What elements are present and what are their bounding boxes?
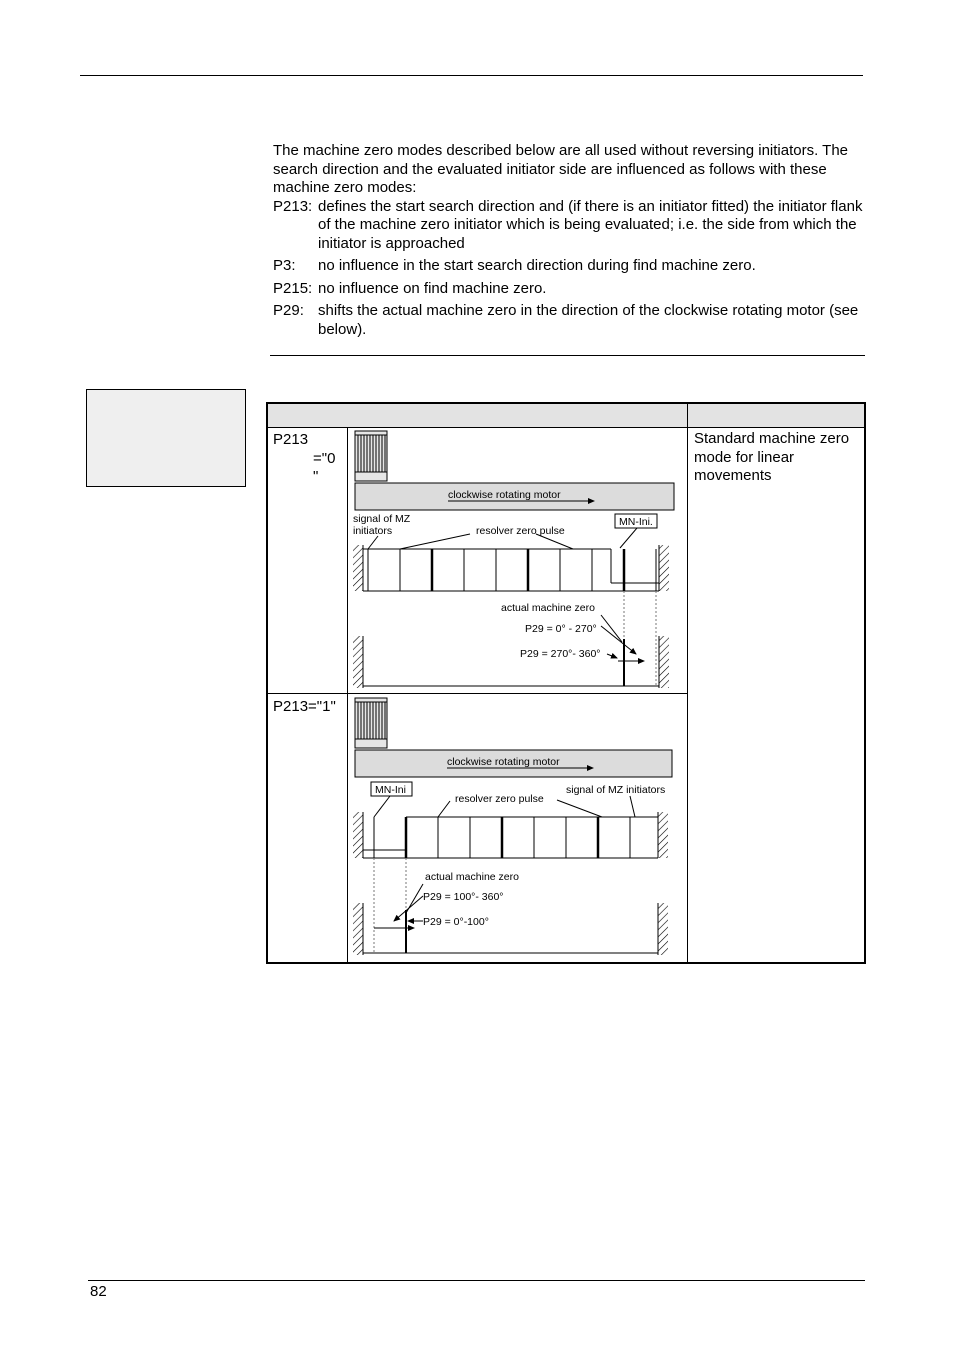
mode-label-row2: [273, 698, 336, 717]
mode-table: [266, 402, 866, 964]
ini-label: MN-Ini: [375, 784, 406, 796]
mode-line: ": [313, 468, 319, 485]
def-p3: [273, 257, 865, 276]
def-term: P215:: [273, 279, 313, 297]
diagram-mode-0: [348, 428, 687, 693]
motor-label: clockwise rotating motor: [447, 756, 560, 768]
mode-line: ="0: [313, 449, 336, 467]
def-p215: [273, 280, 865, 299]
motor-icon: [355, 698, 387, 748]
def-term: P29:: [273, 302, 304, 319]
motor-icon: [355, 431, 387, 481]
intro-text: [273, 142, 865, 339]
actual-zero-label: actual machine zero: [501, 602, 595, 614]
resolver-label: resolver zero pulse: [455, 793, 544, 805]
diagram-mode-1: [348, 695, 687, 960]
actual-zero-label: actual machine zero: [425, 871, 519, 883]
section-rule: [270, 355, 865, 356]
p29-label-b: P29 = 0°-100°: [423, 916, 489, 928]
ini-label: MN-Ini.: [619, 516, 653, 528]
def-text: shifts the actual machine zero in the direction of the clockwise rotating motor (see below).: [318, 302, 859, 338]
header-rule: [80, 75, 863, 76]
page-number: 82: [90, 1283, 107, 1300]
def-term: P3:: [273, 257, 296, 274]
mode-line: P213="1": [273, 698, 336, 715]
signal-label: initiators: [353, 525, 393, 537]
def-text: no influence in the start search direction during find machine zero.: [318, 257, 756, 274]
def-p29: [273, 302, 865, 339]
def-term: P213:: [273, 197, 313, 215]
intro-paragraph: The machine zero modes described below are all used without reversing initiators. The search direction and the evaluated initiator side are influenced as follows with these machine zero modes:: [273, 142, 849, 196]
p29-label-a: P29 = 100°- 360°: [423, 891, 504, 903]
side-box: [86, 389, 246, 487]
mode-label-row1: [273, 431, 335, 487]
def-p213: [273, 198, 865, 254]
p29-label-a: P29 = 0° - 270°: [525, 623, 597, 635]
signal-label: signal of MZ: [353, 513, 411, 525]
row-divider: [268, 693, 688, 694]
mode-line: P213: [273, 431, 309, 448]
def-text: defines the start search direction and (if there is an initiator fitted) the initiator flank of the machine zero initiator which is being evaluated; i.e. the side from which the initiator is approached: [318, 197, 863, 252]
p29-label-b: P29 = 270°- 360°: [520, 648, 601, 660]
motor-label: clockwise rotating motor: [448, 489, 561, 501]
footer-rule: [88, 1280, 865, 1281]
def-text: no influence on find machine zero.: [318, 279, 547, 297]
resolver-label: resolver zero pulse: [476, 525, 565, 537]
table-header: [268, 404, 864, 428]
col-divider-2: [687, 404, 688, 962]
signal-label: signal of MZ initiators: [566, 784, 666, 796]
mode-description: Standard machine zero mode for linear movements: [694, 430, 850, 484]
